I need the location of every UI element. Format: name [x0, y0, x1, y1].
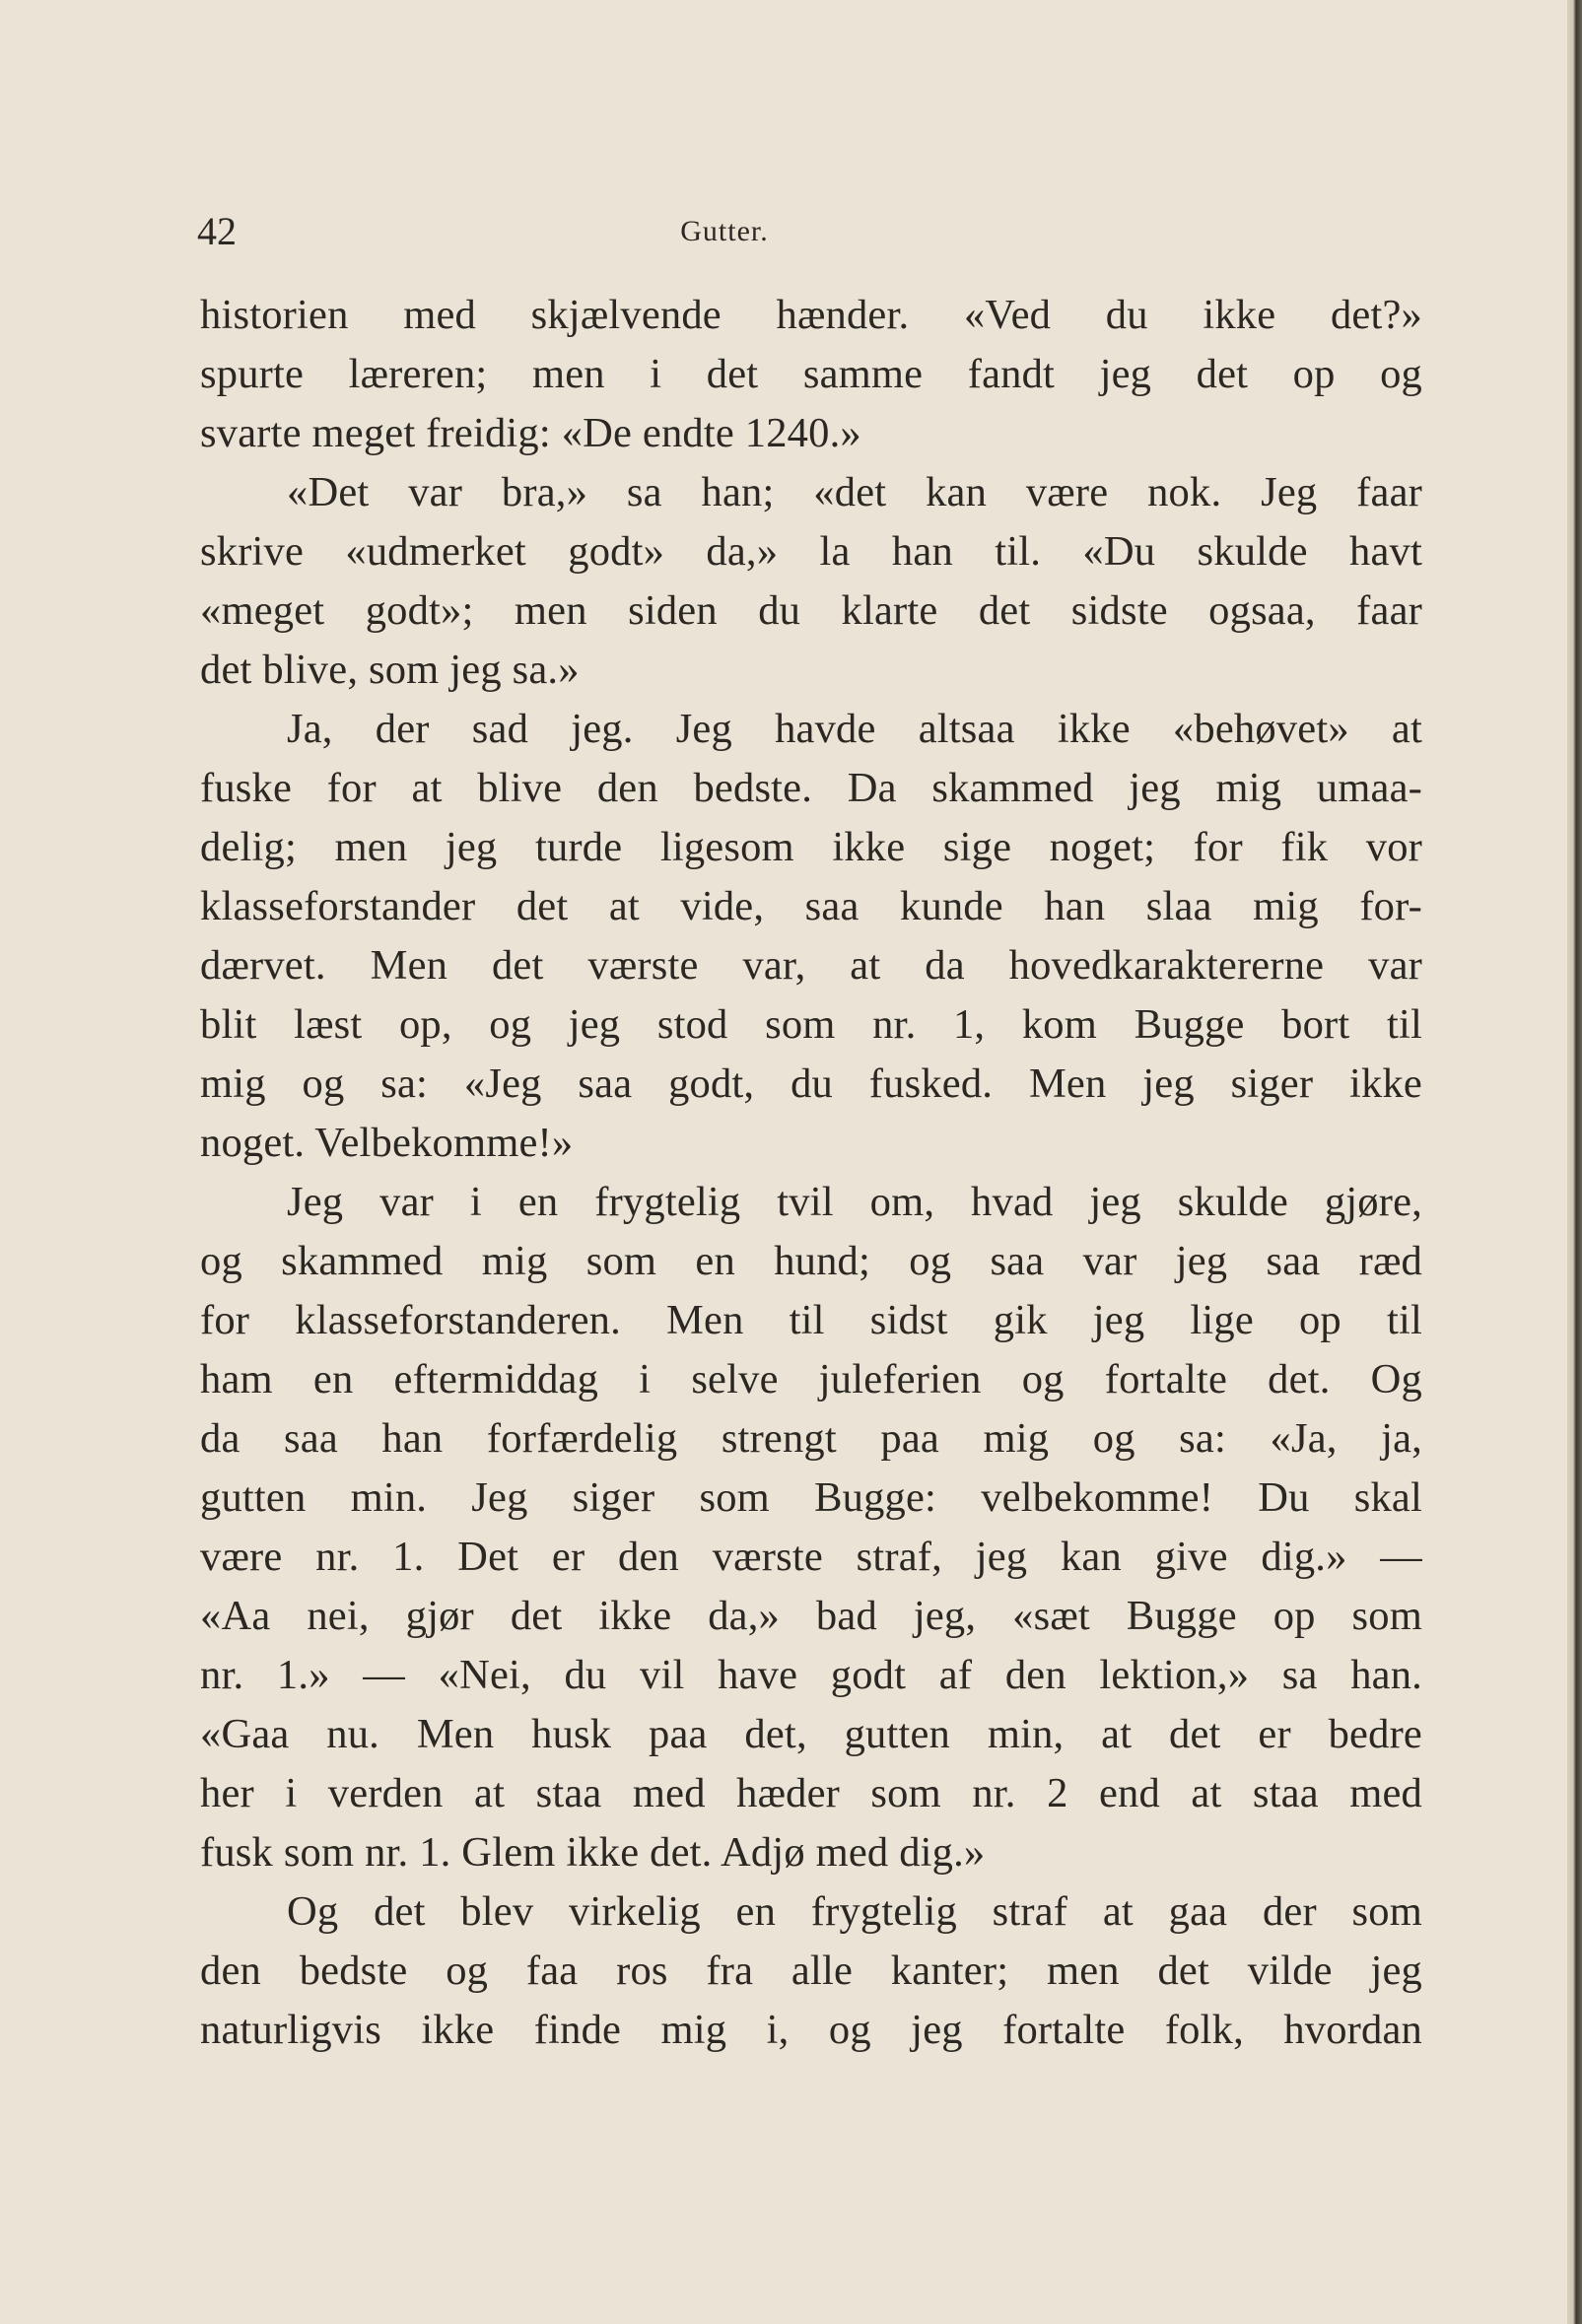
text-line: «meget godt»; men siden du klarte det sidste ogsaa, faar — [200, 587, 1422, 634]
body-text — [200, 286, 1422, 2060]
text-line: klasseforstander det at vide, saa kunde han slaa mig for- — [200, 883, 1422, 929]
text-line: ham en eftermiddag i selve juleferien og fortalte det. Og — [200, 1356, 1422, 1402]
text-line: Og det blev virkelig en frygtelig straf at gaa der som — [287, 1888, 1422, 1935]
text-line: den bedste og faa ros fra alle kanter; men det vilde jeg — [200, 1948, 1422, 1994]
text-line: fusk som nr. 1. Glem ikke det. Adjø med dig.» — [200, 1829, 986, 1876]
text-line: «Det var bra,» sa han; «det kan være nok. Jeg faar — [287, 469, 1422, 515]
text-line: mig og sa: «Jeg saa godt, du fusked. Men jeg siger ikke — [200, 1060, 1422, 1107]
text-line: spurte læreren; men i det samme fandt jeg det op og — [200, 351, 1422, 397]
text-line: dærvet. Men det værste var, at da hovedkaraktererne var — [200, 942, 1422, 989]
text-line: historien med skjælvende hænder. «Ved du ikke det?» — [200, 292, 1422, 338]
text-line: det blive, som jeg sa.» — [200, 647, 580, 693]
text-line: «Aa nei, gjør det ikke da,» bad jeg, «sæt Bugge op som — [200, 1593, 1422, 1639]
text-line: her i verden at staa med hæder som nr. 2 end at staa med — [200, 1770, 1422, 1816]
page-number: 42 — [197, 209, 237, 253]
text-line: Ja, der sad jeg. Jeg havde altsaa ikke «behøvet» at — [287, 706, 1422, 752]
text-line: for klasseforstanderen. Men til sidst gik jeg lige op til — [200, 1297, 1422, 1343]
text-line: nr. 1.» — «Nei, du vil have godt af den lektion,» sa han. — [200, 1652, 1422, 1698]
text-line: og skammed mig som en hund; og saa var jeg saa ræd — [200, 1238, 1422, 1284]
text-line: da saa han forfærdelig strengt paa mig og sa: «Ja, ja, — [200, 1415, 1422, 1462]
page-edge — [1567, 0, 1582, 2324]
text-line: svarte meget freidig: «De endte 1240.» — [200, 410, 861, 456]
text-line: skrive «udmerket godt» da,» la han til. «Du skulde havt — [200, 528, 1422, 575]
page-header — [197, 207, 1419, 256]
text-line: gutten min. Jeg siger som Bugge: velbekomme! Du skal — [200, 1474, 1422, 1521]
text-line: være nr. 1. Det er den værste straf, jeg kan give dig.» — — [200, 1534, 1422, 1580]
text-line: «Gaa nu. Men husk paa det, gutten min, at det er bedre — [200, 1711, 1422, 1757]
text-line: delig; men jeg turde ligesom ikke sige noget; for fik vor — [200, 824, 1422, 870]
text-line: naturligvis ikke finde mig i, og jeg fortalte folk, hvordan — [200, 2007, 1422, 2053]
text-line: blit læst op, og jeg stod som nr. 1, kom Bugge bort til — [200, 1001, 1422, 1048]
text-line: noget. Velbekomme!» — [200, 1120, 574, 1166]
text-line: fuske for at blive den bedste. Da skammed jeg mig umaa- — [200, 765, 1422, 811]
running-head: Gutter. — [680, 215, 769, 247]
text-line: Jeg var i en frygtelig tvil om, hvad jeg skulde gjøre, — [287, 1179, 1422, 1225]
